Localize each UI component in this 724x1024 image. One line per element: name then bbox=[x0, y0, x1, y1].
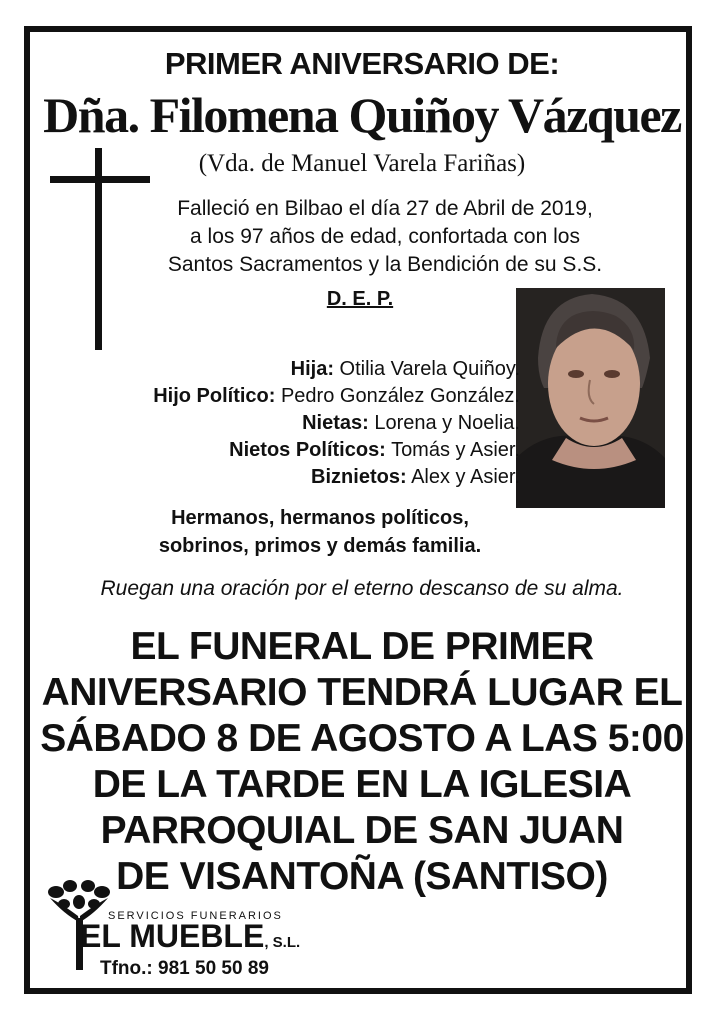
family-role: Nietas: bbox=[302, 412, 369, 434]
family-role: Hijo Político: bbox=[153, 385, 276, 407]
funeral-line: DE VISANTOÑA (SANTISO) bbox=[116, 855, 608, 898]
family-names: Tomás y Asier. bbox=[391, 439, 520, 461]
death-details bbox=[150, 195, 620, 279]
family-row bbox=[100, 410, 520, 437]
death-line: Santos Sacramentos y la Bendición de su S.S. bbox=[167, 253, 603, 276]
cross-icon-bar bbox=[50, 176, 150, 183]
deceased-name: Dña. Filomena Quiñoy Vázquez bbox=[43, 87, 681, 143]
funeral-line: SÁBADO 8 DE AGOSTO A LAS 5:00 bbox=[40, 717, 684, 760]
death-line: a los 97 años de edad, confortada con los bbox=[190, 225, 580, 248]
brand-name bbox=[80, 918, 300, 955]
family-names: Alex y Asier. bbox=[411, 466, 520, 488]
funeral-line: ANIVERSARIO TENDRÁ LUGAR EL bbox=[41, 671, 683, 714]
death-line: Falleció en Bilbao el día 27 de Abril de 2019, bbox=[177, 197, 593, 220]
phone-number: Tfno.: 981 50 50 89 bbox=[100, 958, 269, 979]
family-names: Pedro González González. bbox=[280, 385, 520, 407]
notice-heading: PRIMER ANIVERSARIO DE: bbox=[164, 46, 560, 81]
funeral-line: EL FUNERAL DE PRIMER bbox=[130, 625, 594, 668]
funeral-line: PARROQUIAL DE SAN JUAN bbox=[100, 809, 624, 852]
brand-text: EL MUEBLE bbox=[80, 918, 265, 954]
services-label: SERVICIOS FUNERARIOS bbox=[108, 910, 283, 922]
funeral-announcement bbox=[30, 624, 694, 900]
family-names: Lorena y Noelia. bbox=[374, 412, 520, 434]
prayer-request: Ruegan una oración por el eterno descanso de su alma. bbox=[100, 577, 624, 600]
family-row bbox=[100, 383, 520, 410]
portrait-photo bbox=[516, 288, 665, 508]
family-closing-line: Hermanos, hermanos políticos, bbox=[171, 507, 469, 529]
family-names: Otilia Varela Quiñoy. bbox=[339, 358, 520, 380]
family-role: Biznietos: bbox=[311, 466, 407, 488]
widow-of: (Vda. de Manuel Varela Fariñas) bbox=[198, 150, 526, 177]
family-role: Nietos Políticos: bbox=[229, 439, 386, 461]
family-row bbox=[100, 437, 520, 464]
portrait-illustration bbox=[516, 288, 665, 508]
dep-mark: D. E. P. bbox=[326, 288, 394, 310]
funeral-line: DE LA TARDE EN LA IGLESIA bbox=[92, 763, 632, 806]
family-list bbox=[100, 356, 520, 491]
family-row bbox=[100, 356, 520, 383]
brand-suffix: , S.L. bbox=[264, 934, 301, 951]
family-closing bbox=[120, 504, 520, 560]
family-row bbox=[100, 464, 520, 491]
family-closing-line: sobrinos, primos y demás familia. bbox=[158, 535, 482, 557]
family-role: Hija: bbox=[290, 358, 334, 380]
